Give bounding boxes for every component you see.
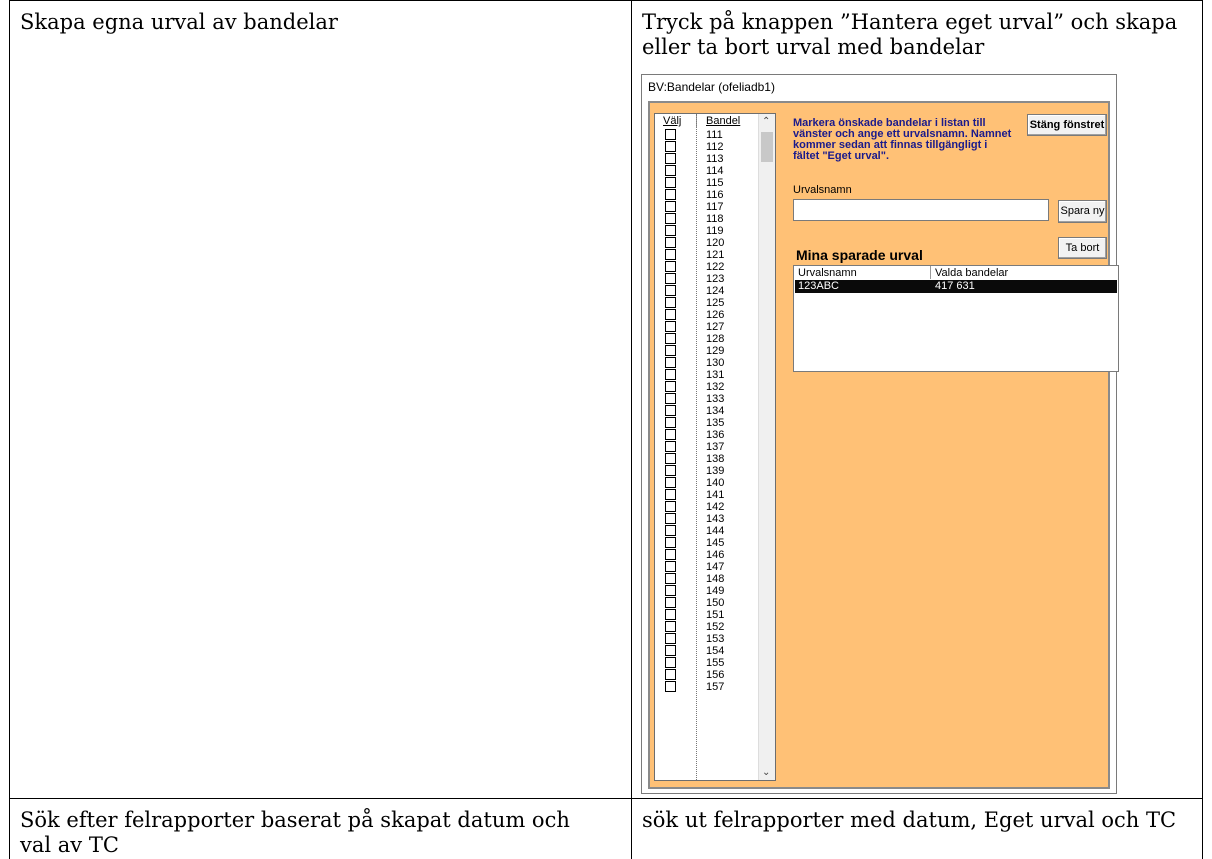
bandel-number: 121 [706,249,725,261]
bandel-number: 142 [706,501,725,513]
saved-selections-table [793,265,1119,372]
select-checkbox[interactable] [665,225,676,236]
scroll-down-icon[interactable]: ⌄ [762,767,771,778]
select-checkbox[interactable] [665,129,676,140]
bandel-number: 118 [706,213,724,225]
window-client-area [648,101,1110,789]
bandel-number: 111 [706,129,723,141]
bandel-number: 143 [706,513,725,525]
column-header-bandel[interactable]: Bandel [706,115,741,127]
list-item[interactable] [655,525,759,537]
list-item[interactable] [655,453,759,465]
list-item[interactable] [655,597,759,609]
select-checkbox[interactable] [665,333,676,344]
select-checkbox[interactable] [665,261,676,272]
select-checkbox[interactable] [665,585,676,596]
list-item[interactable] [655,657,759,669]
select-checkbox[interactable] [665,213,676,224]
bandel-number: 156 [706,669,725,681]
instructions-text: Markera önskade bandelar i listan till vänster och ange ett urvalsnamn. Namnet kommer sedan att finnas tillgängligt i fältet "Eget urval". [793,117,1012,162]
list-item[interactable] [655,249,759,261]
list-item[interactable] [655,489,759,501]
bandel-number: 154 [706,645,725,657]
scroll-up-icon[interactable]: ⌃ [762,116,771,127]
list-item[interactable] [655,369,759,381]
select-checkbox[interactable] [665,621,676,632]
bandel-number: 147 [706,561,725,573]
list-item[interactable] [655,501,759,513]
table-border-top [9,0,1203,1]
list-scrollbar[interactable] [758,114,775,780]
select-checkbox[interactable] [665,633,676,644]
select-checkbox[interactable] [665,537,676,548]
save-new-button[interactable]: Spara ny [1058,200,1107,223]
bandel-number: 124 [706,285,725,297]
select-checkbox[interactable] [665,429,676,440]
list-item[interactable] [655,345,759,357]
list-item[interactable] [655,129,759,141]
list-item[interactable] [655,381,759,393]
bandel-number: 131 [706,369,725,381]
bandel-number: 116 [706,189,724,201]
bandel-number: 129 [706,345,725,357]
bandel-number: 128 [706,333,725,345]
column-header-selected-sections[interactable]: Valda bandelar [935,267,1009,279]
select-checkbox[interactable] [665,177,676,188]
bandel-number: 137 [706,441,725,453]
list-item[interactable] [655,621,759,633]
list-item[interactable] [655,585,759,597]
list-item[interactable] [655,189,759,201]
bandel-number: 114 [706,165,724,177]
column-header-selection-name[interactable]: Urvalsnamn [798,267,857,279]
bandel-number: 133 [706,393,725,405]
list-item[interactable] [655,645,759,657]
bandel-number: 149 [706,585,725,597]
bandel-number: 155 [706,657,725,669]
row2-left-text: Sök efter felrapporter baserat på skapat datum och val av TC [20,808,570,857]
list-item[interactable] [655,477,759,489]
select-checkbox[interactable] [665,393,676,404]
bandel-number: 113 [706,153,724,165]
bandel-number: 119 [706,225,724,237]
list-item[interactable] [655,297,759,309]
selection-name-input[interactable] [793,199,1049,221]
select-checkbox[interactable] [665,285,676,296]
list-item[interactable] [655,285,759,297]
bandel-number: 157 [706,681,725,693]
list-item[interactable] [655,537,759,549]
list-item[interactable] [655,465,759,477]
bandel-number: 145 [706,537,725,549]
select-checkbox[interactable] [665,345,676,356]
bandel-number: 135 [706,417,725,429]
bandel-number: 123 [706,273,725,285]
list-item[interactable] [655,429,759,441]
list-item[interactable] [655,321,759,333]
table-border-right [1202,0,1203,859]
row2-right-text: sök ut felrapporter med datum, Eget urval och TC [642,808,1177,832]
bandel-number: 146 [706,549,725,561]
select-checkbox[interactable] [665,465,676,476]
select-checkbox[interactable] [665,477,676,488]
list-item[interactable] [655,309,759,321]
close-window-button[interactable]: Stäng fönstret [1027,114,1107,136]
name-label: Urvalsnamn [793,184,852,196]
list-item[interactable] [655,177,759,189]
list-rows [655,129,759,693]
list-item[interactable] [655,333,759,345]
select-checkbox[interactable] [665,249,676,260]
select-checkbox[interactable] [665,597,676,608]
select-checkbox[interactable] [665,657,676,668]
select-checkbox[interactable] [665,441,676,452]
select-checkbox[interactable] [665,309,676,320]
bandel-number: 140 [706,477,725,489]
row-selected-sections: 417 631 [935,280,975,292]
select-checkbox[interactable] [665,489,676,500]
select-checkbox[interactable] [665,513,676,524]
table-border-left [9,0,10,859]
bandel-number: 153 [706,633,725,645]
table-border-middle [9,798,1203,799]
bandel-number: 127 [706,321,725,333]
bandel-number: 120 [706,237,725,249]
list-item[interactable] [655,201,759,213]
list-item[interactable] [655,513,759,525]
select-checkbox[interactable] [665,417,676,428]
table-column-divider [631,0,632,859]
list-item[interactable] [655,153,759,165]
select-checkbox[interactable] [665,165,676,176]
list-item[interactable] [655,573,759,585]
select-checkbox[interactable] [665,237,676,248]
bandel-number: 151 [706,609,725,621]
table-header-divider [930,266,931,279]
window-title: BV:Bandelar (ofeliadb1) [648,80,775,94]
list-item[interactable] [655,213,759,225]
scroll-thumb[interactable] [761,132,773,162]
bandel-number: 136 [706,429,725,441]
list-item[interactable] [655,393,759,405]
select-checkbox[interactable] [665,201,676,212]
select-checkbox[interactable] [665,561,676,572]
select-checkbox[interactable] [665,357,676,368]
select-checkbox[interactable] [665,525,676,536]
select-checkbox[interactable] [665,141,676,152]
select-checkbox[interactable] [665,189,676,200]
list-item[interactable] [655,417,759,429]
list-item[interactable] [655,261,759,273]
bandel-number: 117 [706,201,724,213]
select-checkbox[interactable] [665,369,676,380]
list-item[interactable] [655,165,759,177]
select-checkbox[interactable] [665,549,676,560]
column-header-select[interactable]: Välj [663,115,682,127]
list-item[interactable] [655,405,759,417]
list-item[interactable] [655,237,759,249]
list-item[interactable] [655,609,759,621]
saved-selections-heading: Mina sparade urval [796,247,923,263]
select-checkbox[interactable] [665,681,676,692]
bandel-number: 138 [706,453,725,465]
select-checkbox[interactable] [665,273,676,284]
select-checkbox[interactable] [665,321,676,332]
bandel-number: 130 [706,357,725,369]
list-item[interactable] [655,669,759,681]
select-checkbox[interactable] [665,453,676,464]
bandel-number: 115 [706,177,724,189]
row1-right-text: Tryck på knappen ”Hantera eget urval” och skapa eller ta bort urval med bandelar [642,10,1178,59]
bandel-number: 125 [706,297,725,309]
bandel-list[interactable] [654,113,776,781]
bandel-number: 126 [706,309,725,321]
select-checkbox[interactable] [665,573,676,584]
select-checkbox[interactable] [665,645,676,656]
table-row[interactable] [795,280,1117,293]
bandel-number: 132 [706,381,725,393]
select-checkbox[interactable] [665,381,676,392]
row-selection-name: 123ABC [798,280,839,292]
list-item[interactable] [655,141,759,153]
bandelar-window [641,74,1117,794]
bandel-number: 112 [706,141,724,153]
select-checkbox[interactable] [665,609,676,620]
list-item[interactable] [655,549,759,561]
list-item[interactable] [655,441,759,453]
select-checkbox[interactable] [665,297,676,308]
bandel-number: 144 [706,525,725,537]
bandel-number: 148 [706,573,725,585]
list-item[interactable] [655,225,759,237]
select-checkbox[interactable] [665,669,676,680]
select-checkbox[interactable] [665,153,676,164]
delete-button[interactable]: Ta bort [1058,237,1107,259]
select-checkbox[interactable] [665,405,676,416]
list-item[interactable] [655,357,759,369]
list-item[interactable] [655,633,759,645]
bandel-number: 139 [706,465,725,477]
bandel-number: 122 [706,261,725,273]
bandel-number: 150 [706,597,725,609]
row1-left-text: Skapa egna urval av bandelar [20,10,338,34]
bandel-number: 141 [706,489,725,501]
bandel-number: 134 [706,405,725,417]
bandel-number: 152 [706,621,725,633]
list-item[interactable] [655,561,759,573]
list-item[interactable] [655,273,759,285]
list-item[interactable] [655,681,759,693]
select-checkbox[interactable] [665,501,676,512]
